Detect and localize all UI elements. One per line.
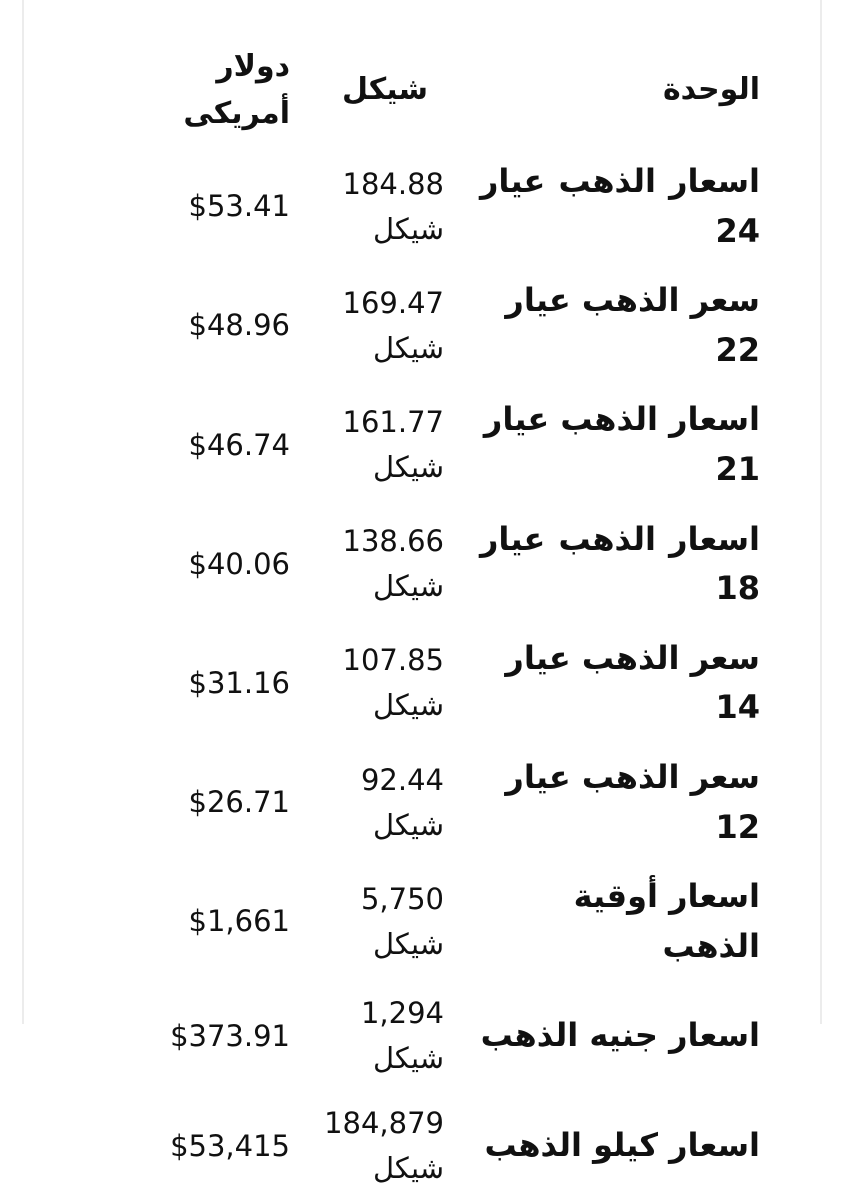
row-shekel-price: 184.88 شيكل: [342, 166, 444, 246]
row-unit: اسعار جنيه الذهب: [480, 1016, 760, 1055]
row-unit: اسعار الذهب عيار 18: [480, 519, 760, 608]
row-shekel-price: 107.85 شيكل: [342, 643, 444, 723]
header-usd: دولار أمريكى: [183, 49, 290, 131]
table-row: [120, 624, 780, 743]
content-border-left: [22, 0, 24, 1024]
row-shekel-price: 138.66 شيكل: [342, 524, 444, 604]
row-usd-price: $26.71: [188, 785, 290, 820]
row-unit: سعر الذهب عيار 12: [505, 757, 760, 846]
table-body: [120, 147, 780, 1201]
gold-price-table: [120, 34, 780, 1201]
table-row: [120, 743, 780, 862]
row-usd-price: $1,661: [188, 904, 290, 939]
content-border-right: [820, 0, 822, 1024]
row-usd-price: $40.06: [188, 546, 290, 581]
header-shekel: شيكل: [342, 72, 428, 108]
row-usd-price: $48.96: [188, 308, 290, 343]
row-unit: اسعار الذهب عيار 24: [480, 162, 760, 250]
table-row: [120, 981, 780, 1091]
row-shekel-price: 161.77 شيكل: [342, 405, 444, 484]
table-header: [120, 34, 780, 147]
table-row: [120, 385, 780, 504]
table-row: [120, 266, 780, 385]
row-unit: اسعار كيلو الذهب: [484, 1126, 760, 1165]
table-row: [120, 147, 780, 266]
row-shekel-price: 184,879 شيكل: [324, 1106, 444, 1186]
row-usd-price: $53,415: [170, 1128, 290, 1163]
row-usd-price: $53.41: [188, 189, 290, 224]
table-row: [120, 862, 780, 981]
header-row: [120, 34, 780, 147]
table-row: [120, 1091, 780, 1201]
table-row: [120, 505, 780, 624]
row-shekel-price: 92.44 شيكل: [360, 762, 444, 842]
row-shekel-price: 169.47 شيكل: [342, 285, 444, 365]
row-usd-price: $373.91: [170, 1018, 290, 1053]
row-unit: سعر الذهب عيار 22: [505, 281, 760, 369]
row-unit: اسعار أوقية الذهب: [573, 877, 760, 965]
row-usd-price: $31.16: [188, 665, 290, 700]
row-unit: اسعار الذهب عيار 21: [483, 400, 760, 488]
row-shekel-price: 1,294 شيكل: [360, 996, 444, 1076]
header-unit: الوحدة: [662, 72, 760, 108]
row-shekel-price: 5,750 شيكل: [360, 881, 444, 961]
row-usd-price: $46.74: [188, 427, 290, 462]
row-unit: سعر الذهب عيار 14: [505, 638, 760, 727]
